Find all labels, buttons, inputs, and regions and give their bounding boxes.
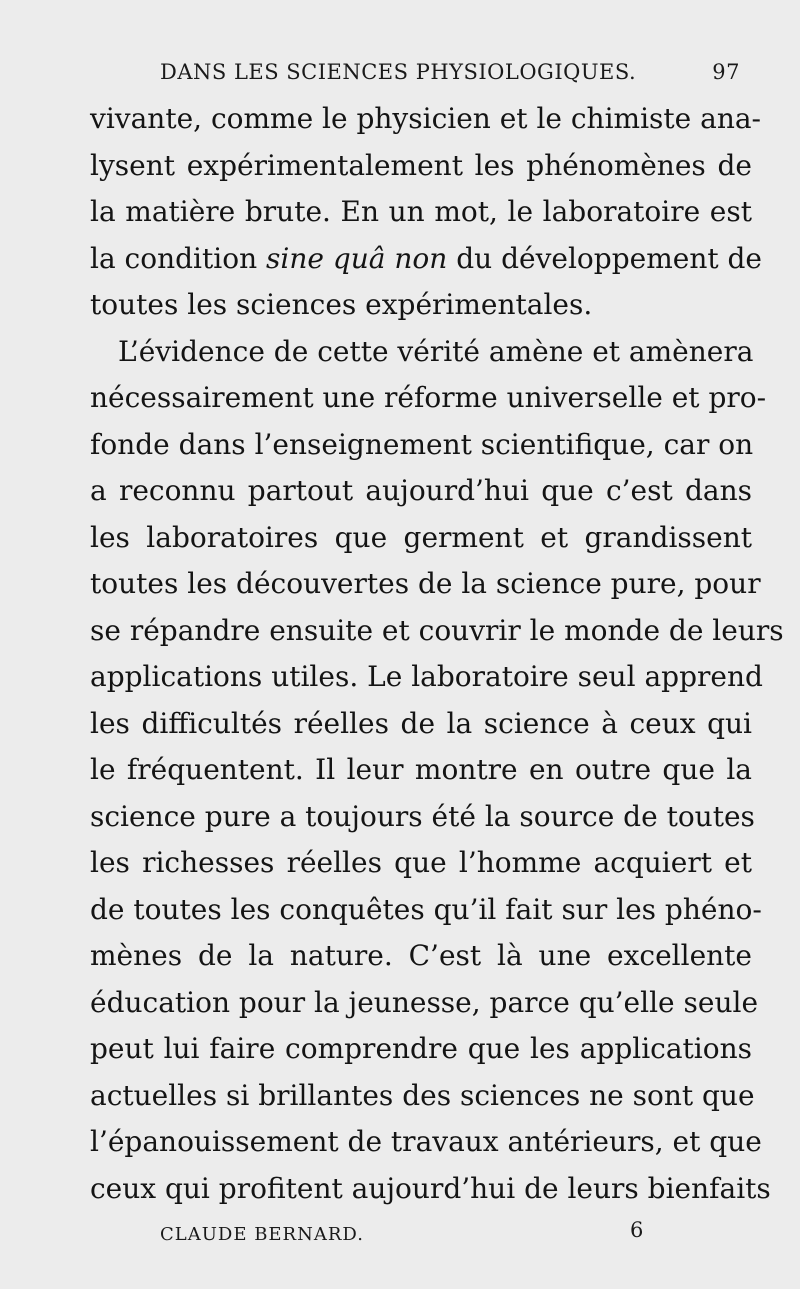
italic-phrase: sine quâ non	[266, 241, 448, 275]
printer-signature: CLAUDE BERNARD.	[160, 1224, 364, 1245]
text-line: nécessairement une réforme universelle et pro-	[90, 381, 767, 414]
text-fragment: la condition	[90, 241, 258, 275]
text-line: fonde dans l’enseignement scientifique, car on	[90, 427, 754, 461]
text-line: de toutes les conquêtes qu’il fait sur les phéno-	[90, 892, 762, 926]
text-line: a reconnu partout aujourd’hui que c’est dans	[90, 474, 752, 507]
text-line: les difficultés réelles de la science à ceux qui	[90, 706, 752, 740]
text-line: ceux qui profitent aujourd’hui de leurs bienfaits	[90, 1171, 771, 1205]
text-line: éducation pour la jeunesse, parce qu’elle seule	[90, 985, 759, 1019]
text-line: peut lui faire comprendre que les applications	[90, 1032, 752, 1065]
text-line: le fréquentent. Il leur montre en outre que la	[90, 753, 752, 786]
text-line: toutes les découvertes de la science pure, pour	[90, 567, 761, 600]
text-line: applications utiles. Le laboratoire seul apprend	[90, 660, 763, 693]
text-line: toutes les sciences expérimentales.	[90, 288, 593, 321]
signature-line	[160, 1218, 660, 1248]
body-text	[90, 96, 784, 1212]
text-line: mènes de la nature. C’est là une excellente	[90, 939, 752, 972]
page-number: 97	[712, 60, 740, 84]
text-line: la matière brute. En un mot, le laboratoire est	[90, 195, 752, 228]
text-line: vivante, comme le physicien et le chimiste ana-	[90, 102, 762, 135]
signature-number: 6	[630, 1218, 644, 1242]
text-line: les laboratoires que germent et grandissent	[90, 520, 752, 554]
text-line: se répandre ensuite et couvrir le monde de leurs	[90, 613, 784, 647]
paragraph-first-line: L’évidence de cette vérité amène et amènera	[118, 334, 754, 368]
text-line: science pure a toujours été la source de toutes	[90, 799, 755, 833]
text-line-with-italic	[90, 236, 763, 283]
running-head-title: DANS LES SCIENCES PHYSIOLOGIQUES.	[160, 60, 637, 84]
text-line: lysent expérimentalement les phénomènes de	[90, 148, 752, 182]
text-fragment: du développement de	[456, 241, 763, 275]
text-line: les richesses réelles que l’homme acquiert et	[90, 846, 752, 879]
running-head	[160, 60, 740, 90]
text-line: l’épanouissement de travaux antérieurs, et que	[90, 1125, 762, 1158]
text-line: actuelles si brillantes des sciences ne sont que	[90, 1078, 755, 1112]
